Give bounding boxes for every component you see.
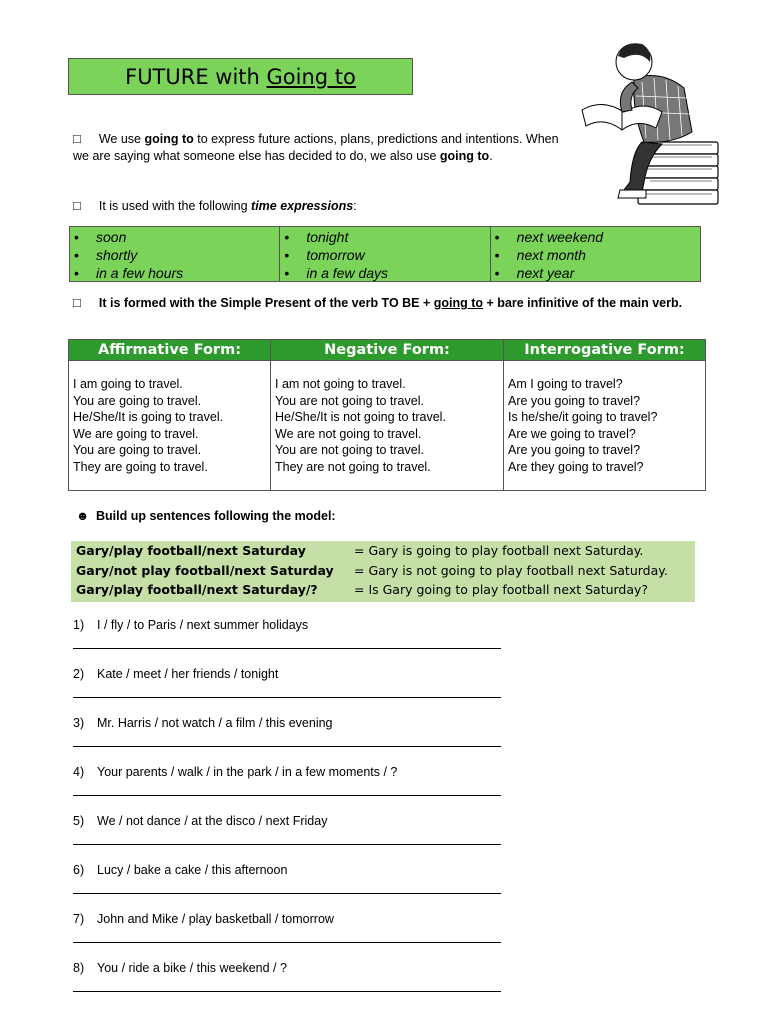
answer-line[interactable] — [73, 746, 501, 747]
exercise-item: 3) Mr. Harris / not watch / a film / this evening — [73, 716, 333, 730]
exercise-item: 7) John and Mike / play basketball / tomorrow — [73, 912, 334, 926]
intro-paragraph: □ We use going to to express future actions, plans, predictions and intentions. When we are saying what someone else has decided to do, we also use going to. — [73, 131, 559, 163]
time-expression: • soon — [74, 229, 127, 245]
answer-line[interactable] — [73, 893, 501, 894]
page-title — [68, 58, 413, 95]
affirmative-header: Affirmative Form: — [69, 340, 270, 361]
model-row: Gary/not play football/next Saturday = Gary is not going to play football next Saturday. — [76, 562, 668, 578]
negative-column — [271, 340, 504, 490]
form-sentence: You are going to travel. — [73, 443, 202, 457]
model-examples — [71, 541, 695, 602]
form-sentence: You are not going to travel. — [275, 393, 424, 408]
form-sentence: They are not going to travel. — [275, 459, 431, 474]
form-sentence: Is he/she/it going to travel? — [508, 410, 658, 424]
answer-line[interactable] — [73, 844, 501, 845]
negative-header: Negative Form: — [271, 340, 503, 361]
bullet-icon: □ — [73, 198, 81, 213]
form-sentence: I am not going to travel. — [275, 377, 406, 391]
form-sentence: You are going to travel. — [73, 393, 202, 408]
form-sentence: Am I going to travel? — [508, 377, 623, 391]
time-expression: • in a few days — [284, 265, 389, 281]
bullet-icon: □ — [73, 131, 81, 146]
title-underlined: Going to — [266, 65, 356, 89]
form-sentence: Are you going to travel? — [508, 443, 641, 457]
form-sentence: You are not going to travel. — [275, 443, 424, 457]
forms-table — [68, 339, 706, 491]
title-text: FUTURE with — [125, 65, 267, 89]
answer-line[interactable] — [73, 942, 501, 943]
time-expression: • next year — [494, 265, 575, 281]
form-sentence: We are not going to travel. — [275, 426, 422, 441]
interrogative-header: Interrogative Form: — [504, 340, 705, 361]
time-expression: • shortly — [74, 247, 138, 263]
time-col-2 — [280, 227, 490, 281]
boy-reading-illustration — [572, 32, 720, 207]
form-sentence: Are they going to travel? — [508, 459, 644, 474]
answer-line[interactable] — [73, 697, 501, 698]
form-sentence: Are we going to travel? — [508, 426, 636, 441]
time-expression: • tonight — [284, 229, 349, 245]
answer-line[interactable] — [73, 991, 501, 992]
form-sentence: They are going to travel. — [73, 459, 208, 474]
exercise-item: 1) I / fly / to Paris / next summer holidays — [73, 618, 309, 632]
form-sentence: I am going to travel. — [73, 377, 183, 391]
smiley-icon: ☻ — [76, 509, 90, 523]
time-expressions-table — [69, 226, 701, 282]
form-sentence: He/She/It is not going to travel. — [275, 410, 446, 424]
form-sentence: Are you going to travel? — [508, 393, 641, 408]
answer-line[interactable] — [73, 648, 501, 649]
exercise-item: 2) Kate / meet / her friends / tonight — [73, 667, 279, 681]
time-expression: • next month — [494, 247, 586, 263]
exercise-item: 5) We / not dance / at the disco / next Friday — [73, 814, 328, 828]
answer-line[interactable] — [73, 795, 501, 796]
model-row: Gary/play football/next Saturday = Gary is going to play football next Saturday. — [76, 543, 644, 558]
form-sentence: He/She/It is going to travel. — [73, 410, 224, 424]
time-expression: • in a few hours — [74, 265, 184, 281]
time-col-1 — [70, 227, 280, 281]
exercise-item: 6) Lucy / bake a cake / this afternoon — [73, 863, 288, 877]
formation-rule: □ It is formed with the Simple Present of the verb TO BE + going to + bare infinitive of the main verb. — [73, 295, 683, 310]
bullet-icon: □ — [73, 295, 81, 310]
time-expression: • tomorrow — [284, 247, 365, 263]
build-instruction: ☻ Build up sentences following the model: — [76, 509, 336, 523]
model-row: Gary/play football/next Saturday/? = Is Gary going to play football next Saturday? — [76, 582, 649, 597]
time-expression: • next weekend — [494, 229, 604, 245]
time-col-3 — [491, 227, 700, 281]
form-sentence: We are going to travel. — [73, 426, 199, 441]
exercise-item: 4) Your parents / walk / in the park / in a few moments / ? — [73, 765, 398, 779]
affirmative-column — [69, 340, 271, 490]
time-expressions-intro: □ It is used with the following time expressions: — [73, 198, 357, 213]
exercise-item: 8) You / ride a bike / this weekend / ? — [73, 961, 287, 975]
interrogative-column — [504, 340, 705, 490]
